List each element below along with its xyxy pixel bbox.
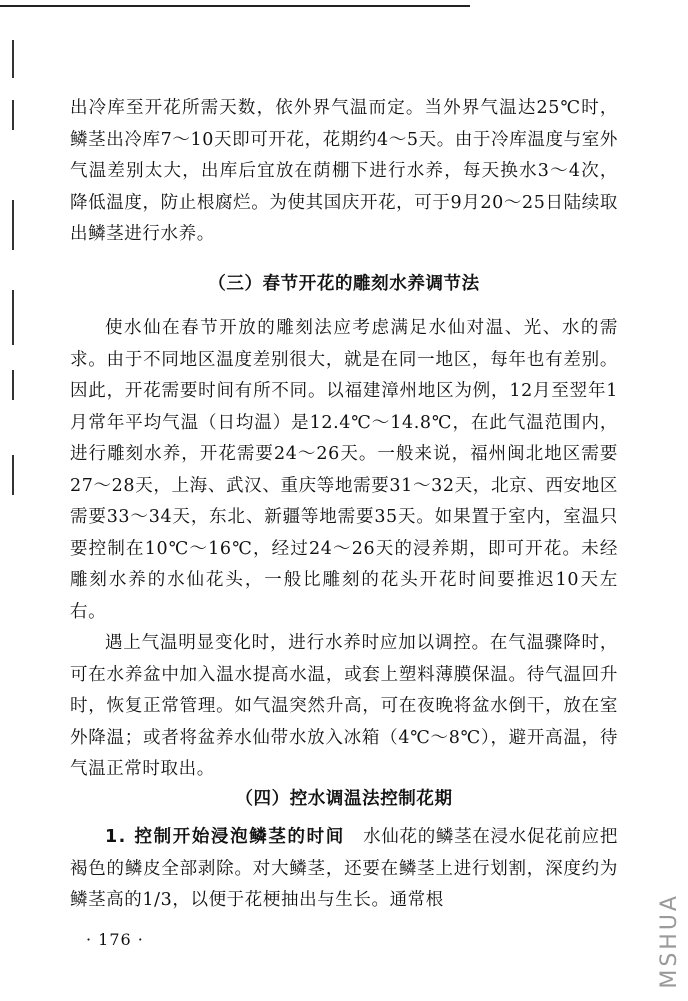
margin-mark — [12, 455, 14, 495]
section-heading-water-temperature: （四）控水调温法控制花期 — [235, 789, 453, 809]
page-number: · 176 · — [86, 930, 144, 949]
paragraph-text: 遇上气温明显变化时，进行水养时应加以调控。在气温骤降时，可在水养盆中加入温水提高水温，或套上塑料薄膜保温。待气温回升时，恢复正常管理。如气温突然升高，可在夜晚将盆水倒干，放在室外降温；或者将盆养水仙带水放入冰箱（4℃～8℃），避开高温，待气温正常时取出。 — [70, 633, 618, 779]
paragraph-soaking-time — [70, 822, 618, 917]
top-rule — [0, 5, 470, 7]
paragraph-text: 使水仙在春节开放的雕刻法应考虑满足水仙对温、光、水的需求。由于不同地区温度差别很大，就是在同一地区，每年也有差别。因此，开花需要时间有所不同。以福建漳州地区为例，12月至翌年1月常年平均气温（日均温）是12.4℃～14.8℃，在此气温范围内，进行雕刻水养，开花需要24～26天。一般来说，福州闽北地区需要27～28天，上海、武汉、重庆等地需要31～32天，北京、西安地区需要33～34天，东北、新疆等地需要35天。如果置于室内，室温只要控制在10℃～16℃，经过24～26天的浸养期，即可开花。未经雕刻水养的水仙花头，一般比雕刻的花头开花时间要推迟10天左右。 — [70, 318, 618, 622]
margin-mark — [12, 200, 14, 250]
paragraph-carving-method — [70, 313, 618, 786]
paragraph-text: 出冷库至开花所需天数，依外界气温而定。当外界气温达25℃时，鳞茎出冷库7～10天即可开花，花期约4～5天。由于冷库温度与室外气温差别太大，出库后宜放在荫棚下进行水养，每天换水3～4次，降低温度，防止根腐烂。为使其国庆开花，可于9月20～25日陆续取出鳞茎进行水养。 — [70, 98, 618, 244]
paragraph-lead-in: 1. 控制开始浸泡鳞茎的时间 — [105, 827, 345, 847]
paragraph-cold-storage — [70, 93, 618, 251]
margin-mark — [12, 100, 14, 130]
watermark: MSHUA — [657, 893, 682, 989]
margin-mark — [12, 290, 14, 345]
margin-mark — [12, 40, 14, 78]
section-heading-spring-festival: （三）春节开花的雕刻水养调节法 — [208, 274, 480, 294]
margin-mark — [12, 370, 14, 400]
paragraph-text: 水仙花的鳞茎在浸水促花前应把褐色的鳞皮全部剥除。对大鳞茎，还要在鳞茎上进行划割，深度约为鳞茎高的1/3，以便于花梗抽出与生长。通常根 — [70, 827, 618, 910]
